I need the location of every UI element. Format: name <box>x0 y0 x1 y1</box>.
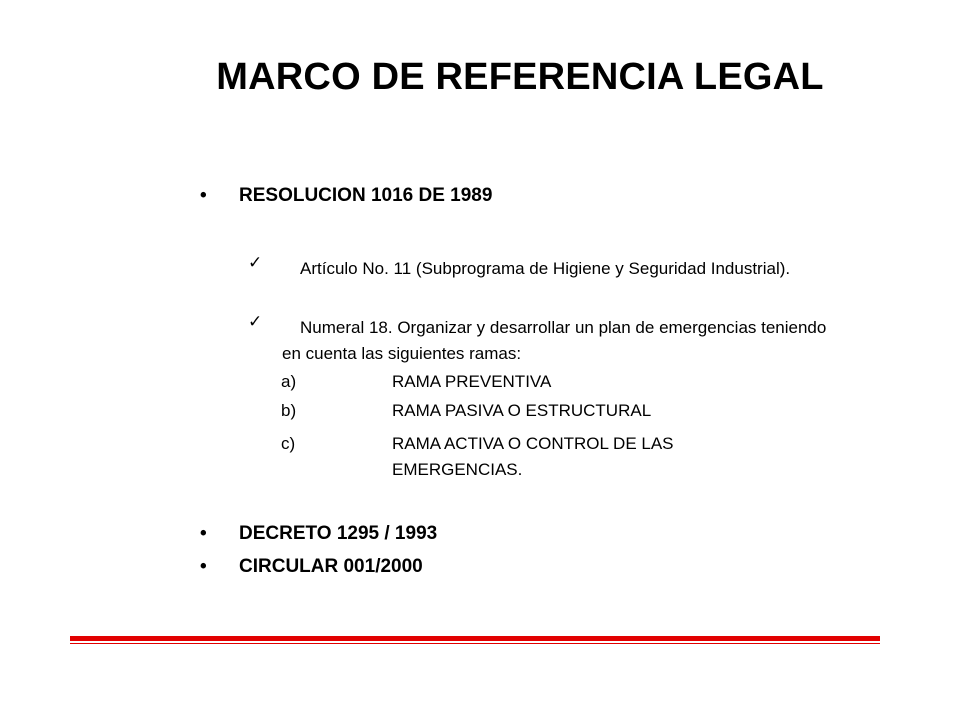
footer-rule <box>70 636 880 641</box>
rama-letter: a) <box>281 372 297 391</box>
bullet-text: CIRCULAR 001/2000 <box>239 556 423 577</box>
bullet-dot-icon: • <box>200 523 207 544</box>
bullet-dot-icon: • <box>200 185 207 206</box>
check-item-articulo <box>282 256 842 282</box>
check-item-numeral <box>282 315 842 367</box>
bullet-dot-icon: • <box>200 556 207 577</box>
rama-text: RAMA PASIVA O ESTRUCTURAL <box>392 401 652 420</box>
check-item-text: Artículo No. 11 (Subprograma de Higiene y Seguridad Industrial). <box>300 259 791 278</box>
bullet-text: DECRETO 1295 / 1993 <box>239 523 438 544</box>
bullet-text: RESOLUCION 1016 DE 1989 <box>239 185 493 206</box>
checkmark-icon: ✓ <box>248 253 263 272</box>
footer-rule-thin <box>70 643 880 644</box>
rama-letter: b) <box>281 401 297 420</box>
checkmark-icon: ✓ <box>248 312 263 331</box>
slide-title: MARCO DE REFERENCIA LEGAL <box>216 56 824 98</box>
check-item-text: Numeral 18. Organizar y desarrollar un plan de emergencias teniendo en cuenta las siguientes ramas: <box>282 318 827 363</box>
rama-letter: c) <box>281 434 296 453</box>
rama-text: RAMA PREVENTIVA <box>392 372 552 391</box>
rama-text: RAMA ACTIVA O CONTROL DE LAS EMERGENCIAS. <box>392 434 674 479</box>
